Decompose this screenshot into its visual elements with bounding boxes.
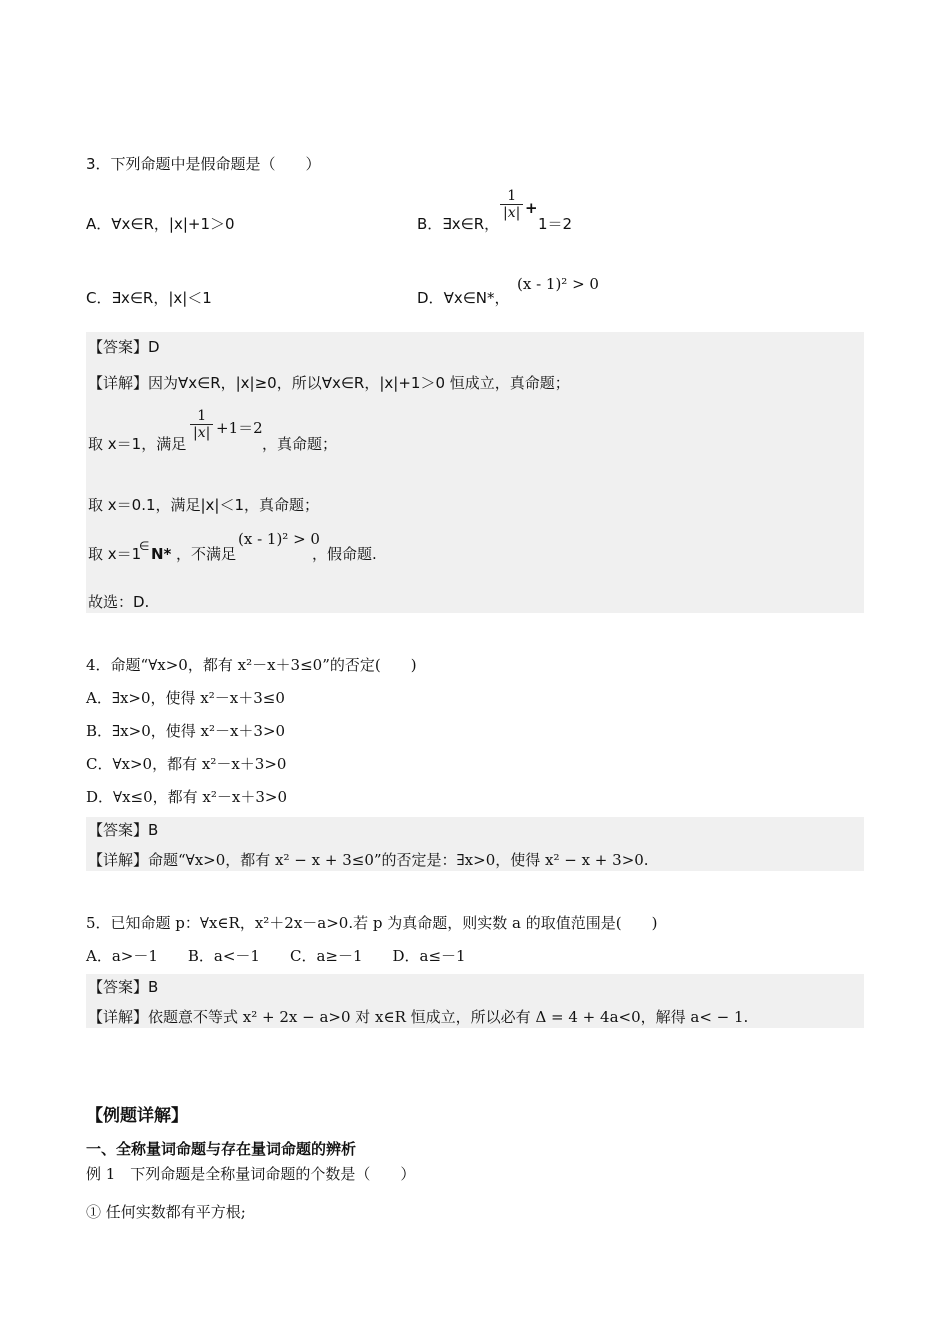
example-1-item-1: ① 任何实数都有平方根;: [86, 1203, 246, 1221]
q3-detail-4-mid: ，不满足: [176, 545, 237, 563]
q3-detail-3: 取 x＝0.1，满足|x|＜1，真命题；: [88, 496, 320, 514]
q3-detail-2-numerator: 1: [197, 408, 207, 424]
q3-detail-2-denominator: |x|: [193, 425, 211, 441]
q3-option-b-fraction: [500, 188, 523, 221]
q3-detail-2-tail: +1＝2: [216, 419, 263, 437]
q3-detail-4-suffix: ，假命题.: [312, 545, 377, 563]
q3-option-a-text: ∀x∈R，|x|+1＞0: [111, 215, 235, 233]
q3-option-b-prefix: [417, 214, 499, 234]
q3-option-b-suffix: 1＝2: [538, 215, 573, 233]
q5-detail: 【详解】依题意不等式 x² + 2x − a>0 对 x∈R 恒成立，所以必有 Δ = 4 + 4a<0，解得 a< − 1.: [88, 1008, 749, 1026]
q3-option-c-text: ∃x∈R，|x|＜1: [111, 289, 212, 307]
q3-detail-4-set: N*: [151, 545, 172, 563]
section-heading: 【例题详解】: [86, 1106, 188, 1126]
q4-option-c: C．∀x>0，都有 x²－x＋3>0: [86, 755, 287, 773]
q3-option-d-prefix: ∀x∈N*，: [443, 289, 510, 307]
q3-option-b-prefix-text: ∃x∈R，: [442, 215, 500, 233]
q3-stem: 3．下列命题中是假命题是（ ）: [86, 155, 321, 173]
q4-option-b: B．∃x>0，使得 x²－x＋3>0: [86, 722, 286, 740]
q4-detail: 【详解】命题“∀x>0，都有 x² − x + 3≤0”的否定是：∃x>0，使得 x² − x + 3>0.: [88, 851, 649, 869]
q4-stem: 4．命题“∀x>0，都有 x²－x＋3≤0”的否定( ): [86, 656, 417, 674]
q3-option-a-label: A．: [86, 215, 112, 233]
q3-detail-4-formula: (x - 1)² > 0: [238, 530, 320, 548]
q4-answer: 【答案】B: [88, 821, 159, 839]
q4-option-a: A．∃x>0，使得 x²－x＋3≤0: [86, 689, 285, 707]
q3-detail-2-prefix: 取 x＝1，满足: [88, 435, 187, 453]
q3-detail-4-prefix: 取 x＝1: [88, 545, 142, 563]
q3-answer: 【答案】D: [88, 338, 160, 356]
q3-option-b-denominator: |x|: [503, 205, 521, 221]
q3-conclusion: 故选：D.: [88, 593, 150, 611]
q3-option-d-formula: (x - 1)² > 0: [517, 275, 599, 293]
q5-options: A．a>－1 B．a<－1 C．a≥－1 D．a≤－1: [86, 947, 466, 965]
q3-option-a: [86, 214, 235, 234]
example-1: 例 1 下列命题是全称量词命题的个数是（ ）: [86, 1165, 416, 1183]
q5-stem: 5．已知命题 p：∀x∈R，x²＋2x－a>0.若 p 为真命题，则实数 a 的取值范围是( ): [86, 914, 658, 932]
q3-detail-1: 【详解】因为∀x∈R，|x|≥0，所以∀x∈R，|x|+1＞0 恒成立，真命题；: [88, 374, 570, 392]
q5-answer: 【答案】B: [88, 978, 159, 996]
q3-option-b-plus: +: [525, 199, 538, 217]
q3-option-b-label: B．: [417, 215, 443, 233]
section-sub-heading: 一、全称量词命题与存在量词命题的辨析: [86, 1140, 357, 1158]
q3-detail-2-fraction: [190, 408, 213, 441]
q3-option-c-label: C．: [86, 289, 112, 307]
q3-detail-4-element-of: ∈: [139, 539, 150, 553]
q4-option-d: D．∀x≤0，都有 x²－x＋3>0: [86, 788, 288, 806]
q3-option-c: [86, 288, 212, 308]
q3-option-b-numerator: 1: [507, 188, 517, 204]
q3-detail-2-suffix: ，真命题；: [262, 435, 338, 453]
q3-option-d: [417, 288, 510, 308]
q3-option-d-label: D．: [417, 289, 444, 307]
